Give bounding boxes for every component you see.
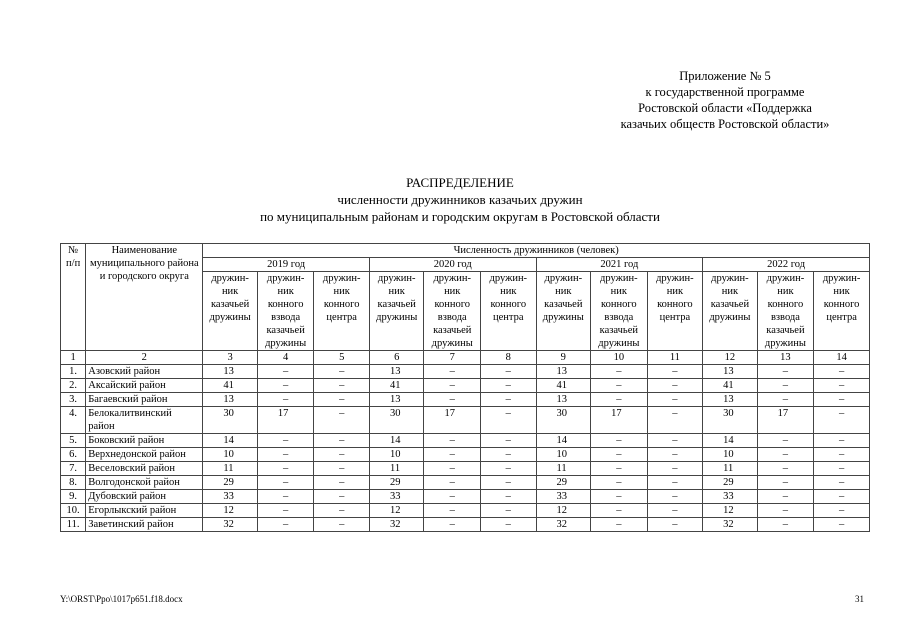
column-index: 2	[86, 351, 203, 365]
value-cell: –	[814, 518, 870, 532]
value-cell: 14	[369, 434, 424, 448]
subheader: дружин-ник конного взвода казачьей дружины	[424, 272, 481, 351]
subheader: дружин-ник конного взвода казачьей дружины	[757, 272, 814, 351]
value-cell: –	[647, 490, 703, 504]
column-index: 13	[757, 351, 814, 365]
header-year: 2020 год	[369, 258, 536, 272]
value-cell: –	[591, 518, 648, 532]
subheader: дружин-ник конного взвода казачьей дружины	[591, 272, 648, 351]
value-cell: –	[257, 365, 314, 379]
value-cell: –	[591, 462, 648, 476]
value-cell: –	[757, 365, 814, 379]
footer-page-number: 31	[855, 594, 864, 604]
value-cell: –	[314, 393, 370, 407]
value-cell: 11	[536, 462, 591, 476]
value-cell: 13	[536, 393, 591, 407]
header-group: Численность дружинников (человек)	[203, 244, 870, 258]
subheader: дружин-ник казачьей дружины	[703, 272, 758, 351]
header-district-name: Наименование муниципального района и городского округа	[86, 244, 203, 351]
subheader: дружин-ник казачьей дружины	[536, 272, 591, 351]
value-cell: –	[314, 434, 370, 448]
column-index: 7	[424, 351, 481, 365]
column-index: 5	[314, 351, 370, 365]
subheader: дружин-ник конного центра	[814, 272, 870, 351]
row-number: 9.	[61, 490, 86, 504]
district-name: Аксайский район	[86, 379, 203, 393]
value-cell: –	[591, 490, 648, 504]
value-cell: –	[424, 476, 481, 490]
table-row	[61, 476, 870, 490]
value-cell: –	[591, 434, 648, 448]
value-cell: –	[314, 476, 370, 490]
value-cell: –	[647, 504, 703, 518]
value-cell: –	[757, 393, 814, 407]
value-cell: 13	[203, 365, 258, 379]
row-number: 8.	[61, 476, 86, 490]
district-name: Волгодонской район	[86, 476, 203, 490]
value-cell: –	[814, 504, 870, 518]
value-cell: –	[314, 490, 370, 504]
value-cell: 17	[257, 407, 314, 434]
value-cell: –	[314, 448, 370, 462]
heading-title: РАСПРЕДЕЛЕНИЕ	[406, 175, 514, 190]
subheader: дружин-ник конного взвода казачьей дружины	[257, 272, 314, 351]
value-cell: 12	[369, 504, 424, 518]
district-name: Азовский район	[86, 365, 203, 379]
value-cell: –	[424, 379, 481, 393]
row-number: 3.	[61, 393, 86, 407]
header-number: № п/п	[61, 244, 86, 351]
value-cell: –	[257, 434, 314, 448]
value-cell: –	[591, 504, 648, 518]
value-cell: –	[257, 379, 314, 393]
row-number: 6.	[61, 448, 86, 462]
value-cell: –	[481, 434, 537, 448]
appendix-line: к государственной программе	[645, 85, 805, 99]
value-cell: –	[314, 518, 370, 532]
value-cell: 29	[203, 476, 258, 490]
row-number: 10.	[61, 504, 86, 518]
heading-line-2: по муниципальным районам и городским округам в Ростовской области	[260, 209, 660, 224]
table-row	[61, 434, 870, 448]
value-cell: 32	[703, 518, 758, 532]
subheader: дружин-ник конного центра	[647, 272, 703, 351]
value-cell: 30	[369, 407, 424, 434]
column-index: 10	[591, 351, 648, 365]
column-index: 3	[203, 351, 258, 365]
value-cell: –	[257, 490, 314, 504]
value-cell: 14	[203, 434, 258, 448]
value-cell: 33	[536, 490, 591, 504]
value-cell: –	[757, 434, 814, 448]
table-body	[61, 365, 870, 532]
value-cell: –	[814, 379, 870, 393]
value-cell: –	[814, 393, 870, 407]
header-year: 2019 год	[203, 258, 370, 272]
value-cell: –	[424, 490, 481, 504]
value-cell: 11	[203, 462, 258, 476]
value-cell: –	[314, 365, 370, 379]
value-cell: –	[591, 365, 648, 379]
value-cell: –	[257, 448, 314, 462]
subheader: дружин-ник казачьей дружины	[369, 272, 424, 351]
appendix-block	[560, 68, 890, 132]
value-cell: –	[814, 490, 870, 504]
value-cell: 11	[703, 462, 758, 476]
value-cell: –	[481, 504, 537, 518]
value-cell: –	[257, 518, 314, 532]
value-cell: 41	[536, 379, 591, 393]
value-cell: –	[481, 490, 537, 504]
value-cell: 13	[703, 393, 758, 407]
value-cell: 14	[536, 434, 591, 448]
value-cell: 13	[369, 365, 424, 379]
value-cell: 13	[536, 365, 591, 379]
distribution-table	[60, 243, 870, 532]
value-cell: –	[424, 504, 481, 518]
value-cell: –	[257, 462, 314, 476]
table-row	[61, 407, 870, 434]
value-cell: 32	[536, 518, 591, 532]
value-cell: –	[481, 476, 537, 490]
value-cell: –	[757, 379, 814, 393]
value-cell: 41	[703, 379, 758, 393]
value-cell: –	[757, 462, 814, 476]
value-cell: –	[424, 365, 481, 379]
value-cell: –	[647, 393, 703, 407]
value-cell: –	[257, 476, 314, 490]
table-row	[61, 379, 870, 393]
value-cell: –	[591, 379, 648, 393]
value-cell: 41	[369, 379, 424, 393]
row-number: 7.	[61, 462, 86, 476]
value-cell: –	[757, 504, 814, 518]
value-cell: 29	[536, 476, 591, 490]
value-cell: 33	[703, 490, 758, 504]
row-number: 5.	[61, 434, 86, 448]
value-cell: 17	[591, 407, 648, 434]
district-name: Боковский район	[86, 434, 203, 448]
value-cell: –	[314, 407, 370, 434]
column-index: 12	[703, 351, 758, 365]
header-year: 2022 год	[703, 258, 870, 272]
value-cell: 30	[203, 407, 258, 434]
column-index: 6	[369, 351, 424, 365]
value-cell: 10	[203, 448, 258, 462]
value-cell: –	[757, 490, 814, 504]
value-cell: 10	[536, 448, 591, 462]
value-cell: 13	[203, 393, 258, 407]
value-cell: –	[647, 448, 703, 462]
value-cell: 12	[203, 504, 258, 518]
value-cell: –	[814, 434, 870, 448]
value-cell: 29	[369, 476, 424, 490]
value-cell: –	[647, 476, 703, 490]
value-cell: –	[647, 365, 703, 379]
district-name: Дубовский район	[86, 490, 203, 504]
value-cell: –	[814, 365, 870, 379]
value-cell: –	[424, 462, 481, 476]
value-cell: –	[757, 448, 814, 462]
value-cell: 12	[536, 504, 591, 518]
value-cell: –	[591, 476, 648, 490]
row-number: 11.	[61, 518, 86, 532]
district-name: Заветинский район	[86, 518, 203, 532]
value-cell: –	[424, 393, 481, 407]
table-row	[61, 448, 870, 462]
table-row	[61, 365, 870, 379]
value-cell: –	[424, 448, 481, 462]
district-name: Багаевский район	[86, 393, 203, 407]
subheader: дружин-ник конного центра	[481, 272, 537, 351]
appendix-line: Приложение № 5	[679, 69, 771, 83]
table-row	[61, 462, 870, 476]
table-row	[61, 393, 870, 407]
value-cell: 32	[203, 518, 258, 532]
value-cell: –	[647, 462, 703, 476]
value-cell: –	[647, 407, 703, 434]
column-index: 9	[536, 351, 591, 365]
value-cell: –	[314, 504, 370, 518]
value-cell: –	[481, 393, 537, 407]
column-index-row	[61, 351, 870, 365]
heading-line-1: численности дружинников казачьих дружин	[337, 192, 583, 207]
subheader: дружин-ник казачьей дружины	[203, 272, 258, 351]
column-index: 11	[647, 351, 703, 365]
value-cell: 14	[703, 434, 758, 448]
district-name: Верхнедонской район	[86, 448, 203, 462]
appendix-line: казачьих обществ Ростовской области»	[620, 117, 830, 131]
value-cell: –	[757, 518, 814, 532]
column-index: 1	[61, 351, 86, 365]
value-cell: –	[757, 476, 814, 490]
value-cell: –	[314, 462, 370, 476]
value-cell: 10	[369, 448, 424, 462]
district-name: Веселовский район	[86, 462, 203, 476]
value-cell: –	[481, 448, 537, 462]
value-cell: –	[814, 407, 870, 434]
value-cell: –	[257, 393, 314, 407]
row-number: 2.	[61, 379, 86, 393]
footer-file-path: Y:\ORST\Ppo\1017p651.f18.docx	[60, 594, 183, 604]
value-cell: –	[314, 379, 370, 393]
value-cell: –	[481, 518, 537, 532]
value-cell: –	[481, 462, 537, 476]
value-cell: 29	[703, 476, 758, 490]
value-cell: –	[424, 434, 481, 448]
header-year: 2021 год	[536, 258, 703, 272]
table-row	[61, 504, 870, 518]
value-cell: –	[647, 379, 703, 393]
value-cell: –	[647, 434, 703, 448]
value-cell: 30	[536, 407, 591, 434]
row-number: 1.	[61, 365, 86, 379]
value-cell: 12	[703, 504, 758, 518]
value-cell: –	[647, 518, 703, 532]
value-cell: –	[481, 407, 537, 434]
table-row	[61, 490, 870, 504]
column-index: 8	[481, 351, 537, 365]
value-cell: 10	[703, 448, 758, 462]
value-cell: –	[814, 448, 870, 462]
value-cell: 30	[703, 407, 758, 434]
value-cell: –	[481, 365, 537, 379]
value-cell: 41	[203, 379, 258, 393]
value-cell: –	[814, 462, 870, 476]
column-index: 4	[257, 351, 314, 365]
table-row	[61, 518, 870, 532]
value-cell: 13	[369, 393, 424, 407]
appendix-line: Ростовской области «Поддержка	[638, 101, 812, 115]
value-cell: 17	[757, 407, 814, 434]
value-cell: 33	[203, 490, 258, 504]
district-name: Белокалитвинский район	[86, 407, 203, 434]
value-cell: –	[481, 379, 537, 393]
value-cell: –	[591, 448, 648, 462]
district-name: Егорлыкский район	[86, 504, 203, 518]
value-cell: –	[424, 518, 481, 532]
value-cell: 33	[369, 490, 424, 504]
value-cell: 17	[424, 407, 481, 434]
value-cell: –	[257, 504, 314, 518]
value-cell: –	[591, 393, 648, 407]
column-index: 14	[814, 351, 870, 365]
row-number: 4.	[61, 407, 86, 434]
value-cell: 13	[703, 365, 758, 379]
value-cell: 11	[369, 462, 424, 476]
value-cell: –	[814, 476, 870, 490]
subheader: дружин-ник конного центра	[314, 272, 370, 351]
value-cell: 32	[369, 518, 424, 532]
document-heading	[180, 174, 740, 225]
